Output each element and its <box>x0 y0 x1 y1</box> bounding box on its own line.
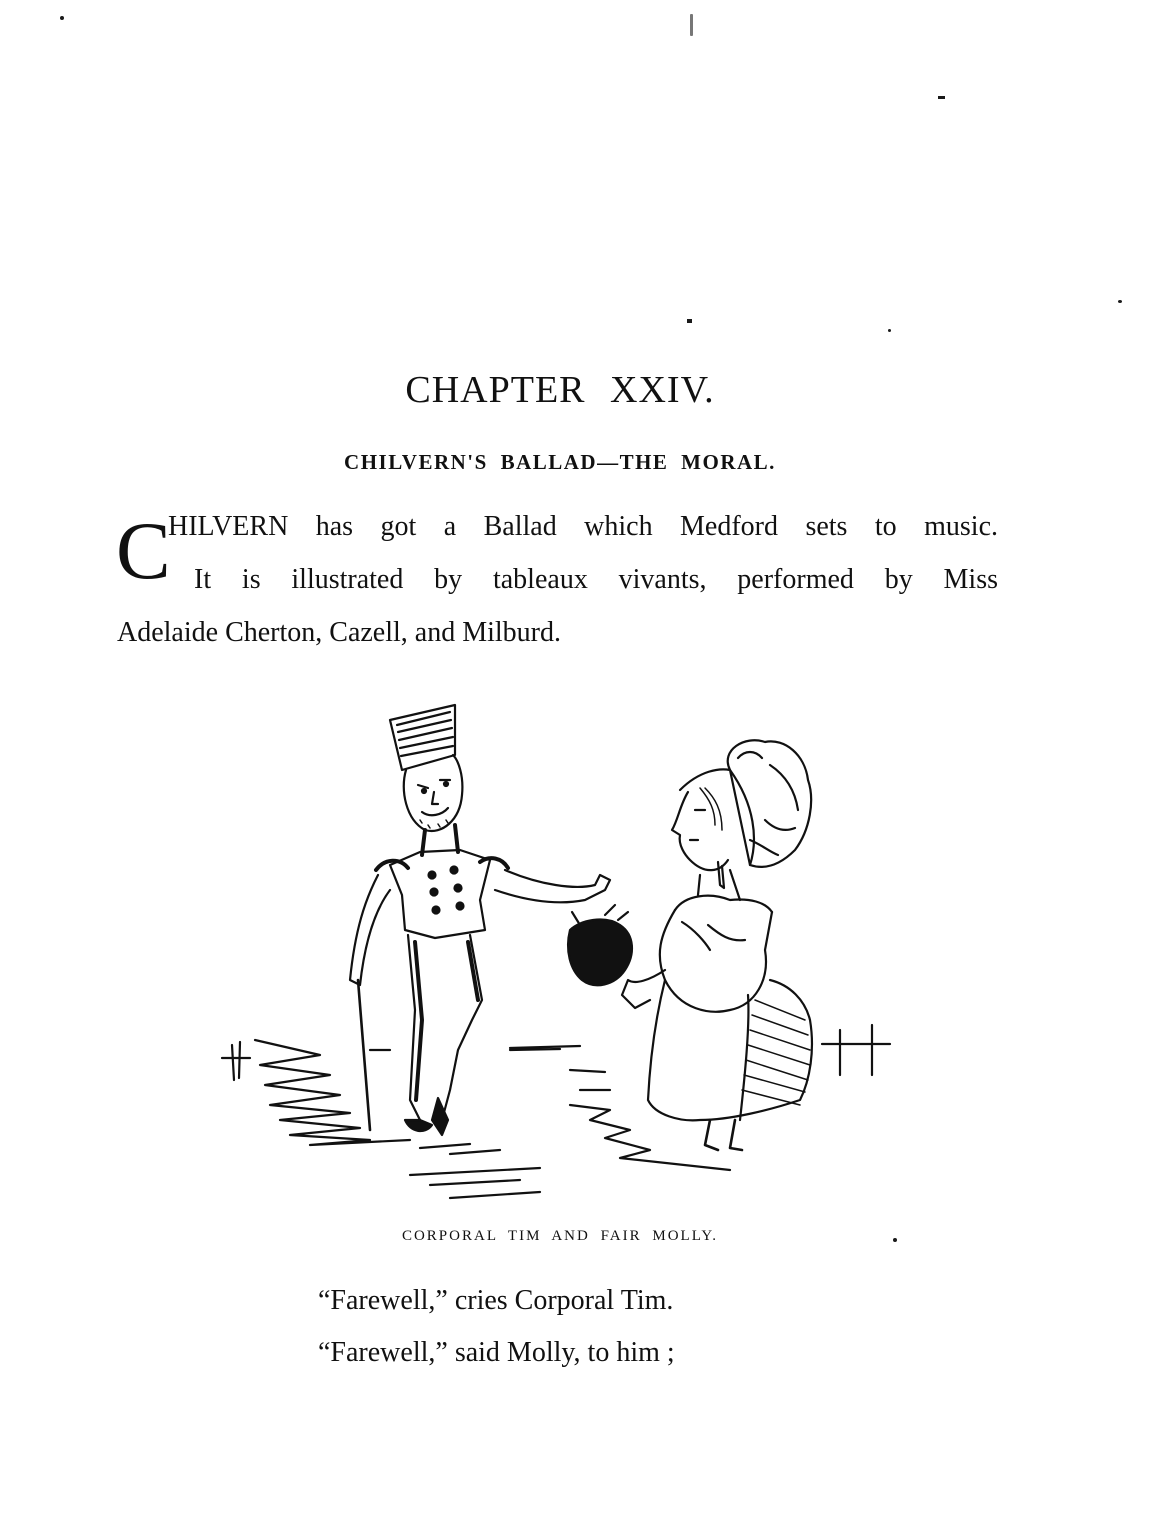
scan-speck <box>938 96 945 99</box>
scan-speck <box>888 329 891 332</box>
drop-cap: C <box>116 505 171 596</box>
scan-speck <box>60 16 64 20</box>
paragraph-line: Adelaide Cherton, Cazell, and Milburd. <box>117 617 561 648</box>
paragraph-line: It is illustrated by tableaux vivants, performed by Miss <box>194 564 998 595</box>
fair-molly-figure <box>568 740 812 1150</box>
illustration-caption: CORPORAL TIM AND FAIR MOLLY. <box>401 1228 719 1244</box>
chapter-subtitle: CHILVERN'S BALLAD—THE MORAL. <box>344 450 776 474</box>
scan-speck <box>1118 300 1122 303</box>
ground-scribble <box>822 1025 890 1075</box>
verse-line: “Farewell,” said Molly, to him ; <box>318 1337 675 1368</box>
scan-speck <box>690 14 693 36</box>
chapter-title: CHAPTER XXIV. <box>405 369 715 411</box>
scan-speck <box>687 319 692 323</box>
illustration-corporal-and-molly <box>210 680 910 1220</box>
ground-scribble <box>222 1040 730 1198</box>
paragraph-line: HILVERN has got a Ballad which Medford sets to music. <box>168 511 998 542</box>
verse-line: “Farewell,” cries Corporal Tim. <box>318 1285 674 1316</box>
